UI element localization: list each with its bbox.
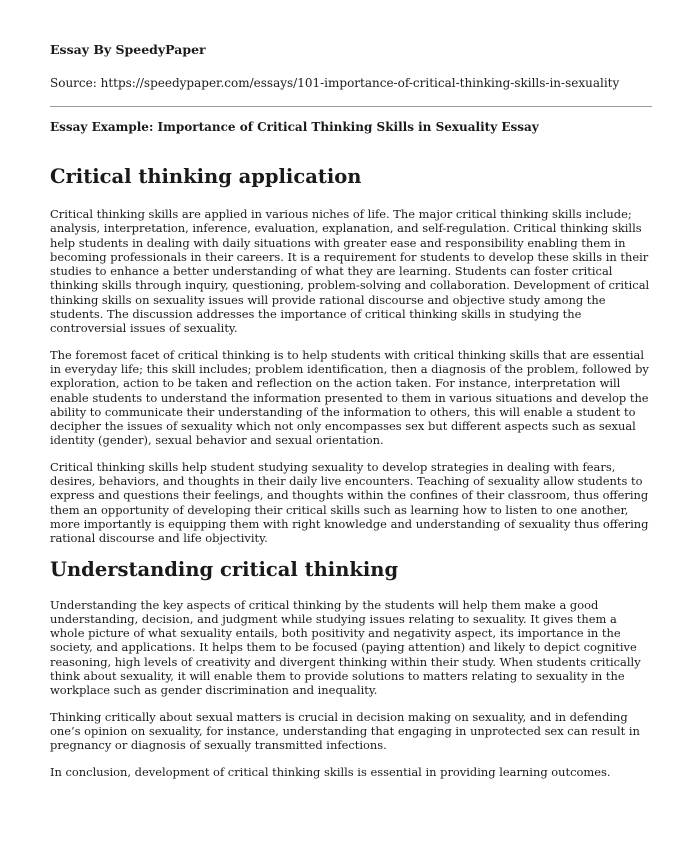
section-heading-critical-thinking-application: Critical thinking application	[50, 165, 362, 188]
brand-line: Essay By SpeedyPaper	[50, 42, 206, 57]
paragraph: Critical thinking skills are applied in various niches of life. The major critical thinking skills include; analysis, interpretation, inference, evaluation, explanation, and self-regulation. Critical thinking skills help students in dealing with daily situations with greater ease and responsibility enabling them in becoming professionals in their careers. It is a requirement for students to develop these skills in their studies to enhance a better understanding of what they are learning. Students can foster critical thinking skills through inquiry, questioning, problem-solving and collaboration. Development of critical thinking skills on sexuality issues will provide rational discourse and objective study among the students. The discussion addresses the importance of critical thinking skills in studying the controversial issues of sexuality.	[50, 207, 650, 336]
paragraph: The foremost facet of critical thinking is to help students with critical thinking skills that are essential in everyday life; this skill includes; problem identification, then a diagnosis of the problem, followed by exploration, action to be taken and reflection on the action taken. For instance, interpretation will enable students to understand the information presented to them in various situations and develop the ability to communicate their understanding of the information to others, this will enable a student to decipher the issues of sexuality which not only encompasses sex but different aspects such as sexual identity (gender), sexual behavior and sexual orientation.	[50, 347, 649, 448]
paragraph: In conclusion, development of critical thinking skills is essential in providing learning outcomes.	[50, 764, 611, 779]
paragraph: Thinking critically about sexual matters is crucial in decision making on sexuality, and in defending one’s opinion on sexuality, for instance, understanding that engaging in unprotected sex can result in pregnancy or diagnosis of sexually transmitted infections.	[50, 709, 640, 753]
source-line: Source: https://speedypaper.com/essays/101-importance-of-critical-thinking-skills-in-sexuality	[50, 76, 620, 90]
paragraph: Understanding the key aspects of critical thinking by the students will help them make a good understanding, decision, and judgment while studying issues relating to sexuality. It gives them a whole picture of what sexuality entails, both positivity and negativity aspect, its importance in the society, and applications. It helps them to be focused (paying attention) and likely to depict cognitive reasoning, high levels of creativity and divergent thinking within their study. When students critically think about sexuality, it will enable them to provide solutions to matters relating to sexuality in the workplace such as gender discrimination and inequality.	[50, 597, 641, 698]
section-heading-understanding-critical-thinking: Understanding critical thinking	[50, 557, 399, 581]
header-divider	[50, 106, 652, 107]
essay-title: Essay Example: Importance of Critical Thinking Skills in Sexuality Essay	[50, 120, 539, 134]
paragraph: Critical thinking skills help student studying sexuality to develop strategies in dealing with fears, desires, behaviors, and thoughts in their daily live encounters. Teaching of sexuality allow students to express and questions their feelings, and thoughts within the confines of their classroom, thus offering them an opportunity of developing their critical skills such as learning how to listen to one another, more importantly is equipping them with right knowledge and understanding of sexuality thus offering rational discourse and life objectivity.	[50, 459, 649, 546]
